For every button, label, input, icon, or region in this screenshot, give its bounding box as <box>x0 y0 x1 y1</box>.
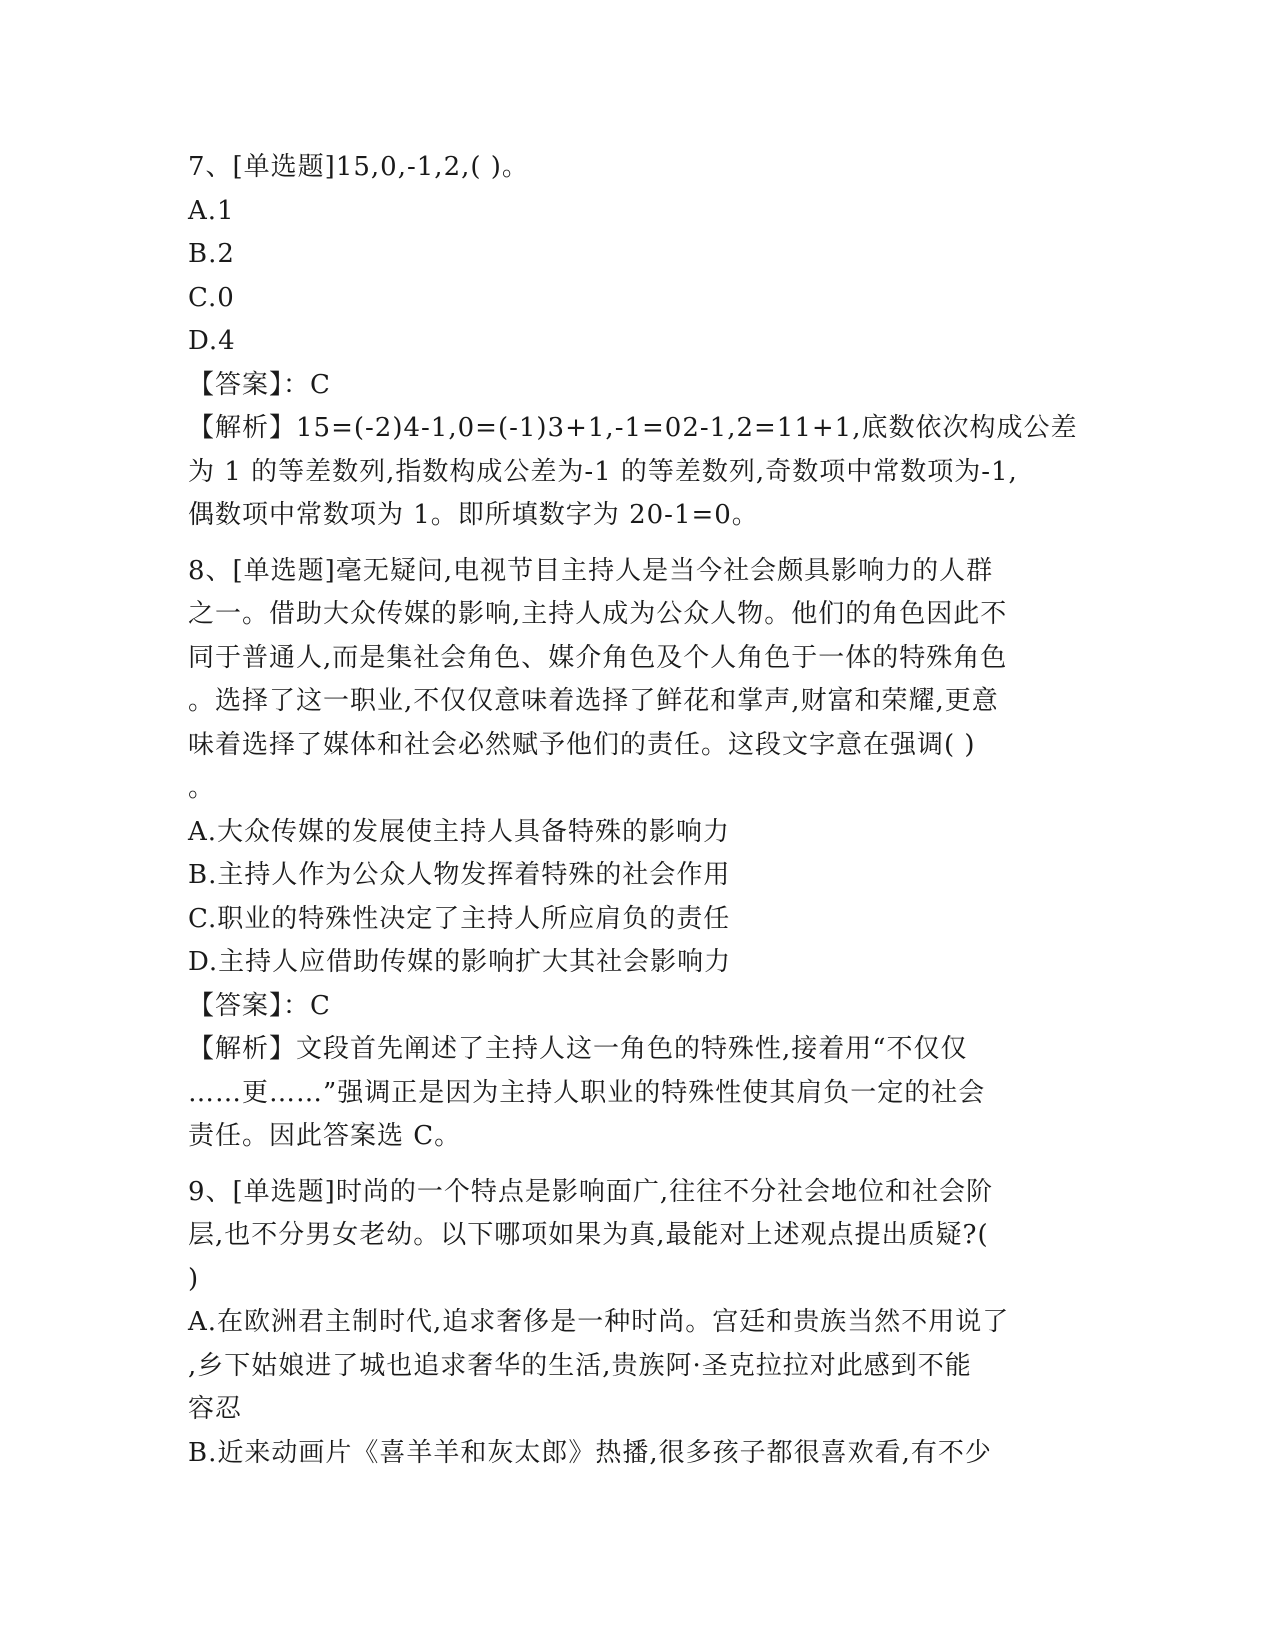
option-a-continued: ,乡下姑娘进了城也追求奢华的生活,贵族阿·圣克拉拉对此感到不能 <box>188 1350 972 1381</box>
answer: 【答案】：C <box>188 369 331 400</box>
question-stem: 层,也不分男女老幼。以下哪项如果为真,最能对上述观点提出质疑?( <box>188 1220 989 1250</box>
document-page <box>188 146 1088 1475</box>
option-b: B.近来动画片《喜羊羊和灰太郎》热播,很多孩子都很喜欢看,有不少 <box>188 1437 992 1468</box>
analysis-line: ……更……”强调正是因为主持人职业的特殊性使其肩负一定的社会 <box>188 1077 986 1108</box>
question-gap <box>188 1159 1088 1171</box>
question-stem: 。 <box>188 773 216 803</box>
option-a: A.1 <box>188 195 235 226</box>
analysis-line: 偶数项中常数项为 1。即所填数字为 20-1=0。 <box>188 500 759 530</box>
question-stem: 。选择了这一职业,不仅仅意味着选择了鲜花和掌声,财富和荣耀,更意 <box>188 686 999 716</box>
question-stem: 味着选择了媒体和社会必然赋予他们的责任。这段文字意在强调( ) <box>188 729 976 760</box>
question-8 <box>188 550 1088 1159</box>
question-9 <box>188 1171 1088 1476</box>
option-a: A.在欧洲君主制时代,追求奢侈是一种时尚。宫廷和贵族当然不用说了 <box>188 1307 1010 1337</box>
option-b: B.主持人作为公众人物发挥着特殊的社会作用 <box>188 860 731 890</box>
question-gap <box>188 538 1088 550</box>
question-7 <box>188 146 1088 538</box>
question-stem: 之一。借助大众传媒的影响,主持人成为公众人物。他们的角色因此不 <box>188 599 1008 629</box>
question-stem: 8、[单选题]毫无疑问,电视节目主持人是当今社会颇具影响力的人群 <box>188 555 994 586</box>
option-a: A.大众传媒的发展使主持人具备特殊的影响力 <box>188 816 731 847</box>
question-stem: 7、[单选题]15,0,-1,2,( )。 <box>188 152 529 182</box>
option-d: D.4 <box>188 326 236 356</box>
question-stem: ) <box>188 1263 200 1294</box>
analysis-line: 责任。因此答案选 C。 <box>188 1121 462 1151</box>
answer: 【答案】：C <box>188 990 331 1021</box>
question-stem: 同于普通人,而是集社会角色、媒介角色及个人角色于一体的特殊角色 <box>188 642 1008 673</box>
option-c: C.0 <box>188 282 235 313</box>
option-b: B.2 <box>188 239 235 269</box>
option-a-continued: 容忍 <box>188 1394 243 1424</box>
analysis-line: 【解析】15=(-2)4-1,0=(-1)3+1,-1=02-1,2=11+1,底数依次构成公差 <box>188 413 1078 443</box>
option-d: D.主持人应借助传媒的影响扩大其社会影响力 <box>188 947 732 977</box>
analysis-line: 【解析】文段首先阐述了主持人这一角色的特殊性,接着用“不仅仅 <box>188 1034 968 1064</box>
analysis-line: 为 1 的等差数列,指数构成公差为-1 的等差数列,奇数项中常数项为-1, <box>188 456 1018 487</box>
option-c: C.职业的特殊性决定了主持人所应肩负的责任 <box>188 903 731 934</box>
question-stem: 9、[单选题]时尚的一个特点是影响面广,往往不分社会地位和社会阶 <box>188 1176 994 1207</box>
